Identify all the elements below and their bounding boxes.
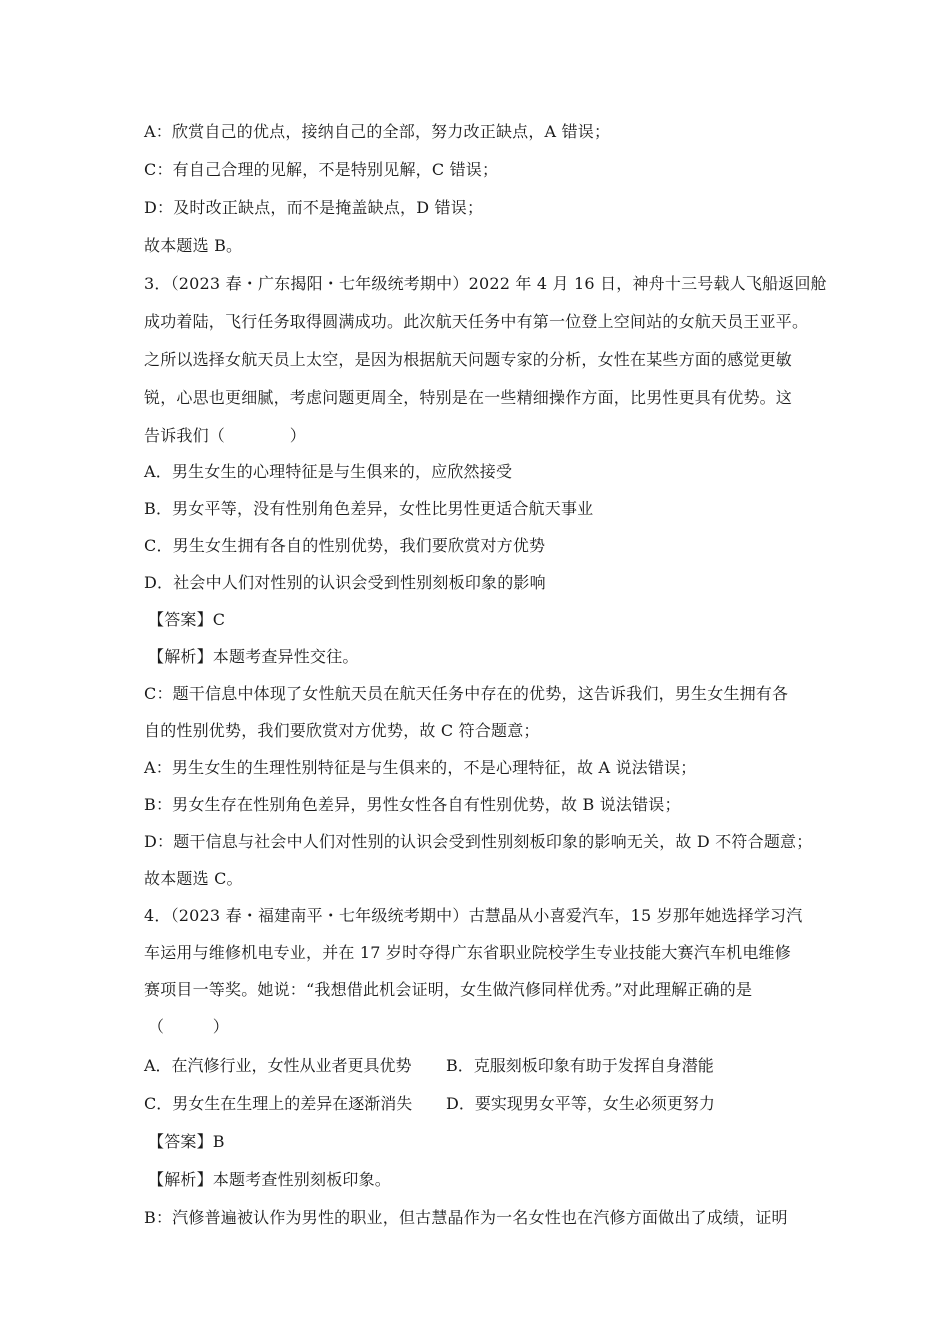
question-4-option-b: B．克服刻板印象有助于发挥自身潜能 — [446, 1056, 714, 1075]
text-line: A：男生女生的生理性别特征是与生俱来的，不是心理特征，故 A 说法错误； — [144, 758, 697, 777]
question-4-option-a: A．在汽修行业，女性从业者更具优势 — [144, 1056, 412, 1075]
text-line: B：汽修普遍被认作为男性的职业，但古慧晶作为一名女性也在汽修方面做出了成绩，证明 — [144, 1208, 788, 1227]
question-4-stem: 车运用与维修机电专业，并在 17 岁时夺得广东省职业院校学生专业技能大赛汽车机电维修 — [144, 943, 791, 962]
question-4-stem: （ ） — [148, 1017, 230, 1036]
question-4-answer: 【答案】B — [148, 1132, 225, 1151]
question-3-stem: 3．（2023 春・广东揭阳・七年级统考期中）2022 年 4 月 16 日，神舟十三号载人飞船返回舱 — [144, 274, 827, 293]
question-3-option-c: C．男生女生拥有各自的性别优势，我们要欣赏对方优势 — [144, 536, 546, 555]
question-3-analysis: 【解析】本题考查异性交往。 — [148, 647, 359, 666]
question-3-stem: 成功着陆，飞行任务取得圆满成功。此次航天任务中有第一位登上空间站的女航天员王亚平。 — [144, 312, 809, 331]
question-4-option-c: C．男女生在生理上的差异在逐渐消失 — [144, 1094, 413, 1113]
question-3-stem: 告诉我们（ ） — [144, 426, 307, 445]
question-4-stem: 赛项目一等奖。她说：“我想借此机会证明，女生做汽修同样优秀。”对此理解正确的是 — [144, 980, 753, 999]
text-line: C：有自己合理的见解，不是特别见解，C 错误； — [144, 160, 499, 179]
question-4-option-d: D．要实现男女平等，女生必须更努力 — [446, 1094, 715, 1113]
text-line: 故本题选 B。 — [144, 236, 243, 255]
text-line: A：欣赏自己的优点，接纳自己的全部，努力改正缺点，A 错误； — [144, 122, 611, 141]
question-4-options-row — [144, 1056, 814, 1076]
text-line: 自的性别优势，我们要欣赏对方优势，故 C 符合题意； — [144, 721, 540, 740]
question-3-stem: 之所以选择女航天员上太空，是因为根据航天问题专家的分析，女性在某些方面的感觉更敏 — [144, 350, 793, 369]
text-line: C：题干信息中体现了女性航天员在航天任务中存在的优势，这告诉我们，男生女生拥有各 — [144, 684, 789, 703]
text-line: D：题干信息与社会中人们对性别的认识会受到性别刻板印象的影响无关，故 D 不符合题意； — [144, 832, 813, 851]
question-3-option-d: D．社会中人们对性别的认识会受到性别刻板印象的影响 — [144, 573, 546, 592]
question-4-analysis: 【解析】本题考查性别刻板印象。 — [148, 1170, 392, 1189]
text-line: 故本题选 C。 — [144, 869, 243, 888]
question-3-option-a: A．男生女生的心理特征是与生俱来的，应欣然接受 — [144, 462, 513, 481]
question-4-options-row — [144, 1094, 814, 1114]
text-line: D：及时改正缺点，而不是掩盖缺点，D 错误； — [144, 198, 484, 217]
text-line: B：男女生存在性别角色差异，男性女性各自有性别优势，故 B 说法错误； — [144, 795, 681, 814]
question-3-option-b: B．男女平等，没有性别角色差异，女性比男性更适合航天事业 — [144, 499, 594, 518]
question-4-stem: 4．（2023 春・福建南平・七年级统考期中）古慧晶从小喜爱汽车，15 岁那年她选择学习汽 — [144, 906, 803, 925]
question-3-answer: 【答案】C — [148, 610, 226, 629]
question-3-stem: 锐，心思也更细腻，考虑问题更周全，特别是在一些精细操作方面，比男性更具有优势。这 — [144, 388, 793, 407]
